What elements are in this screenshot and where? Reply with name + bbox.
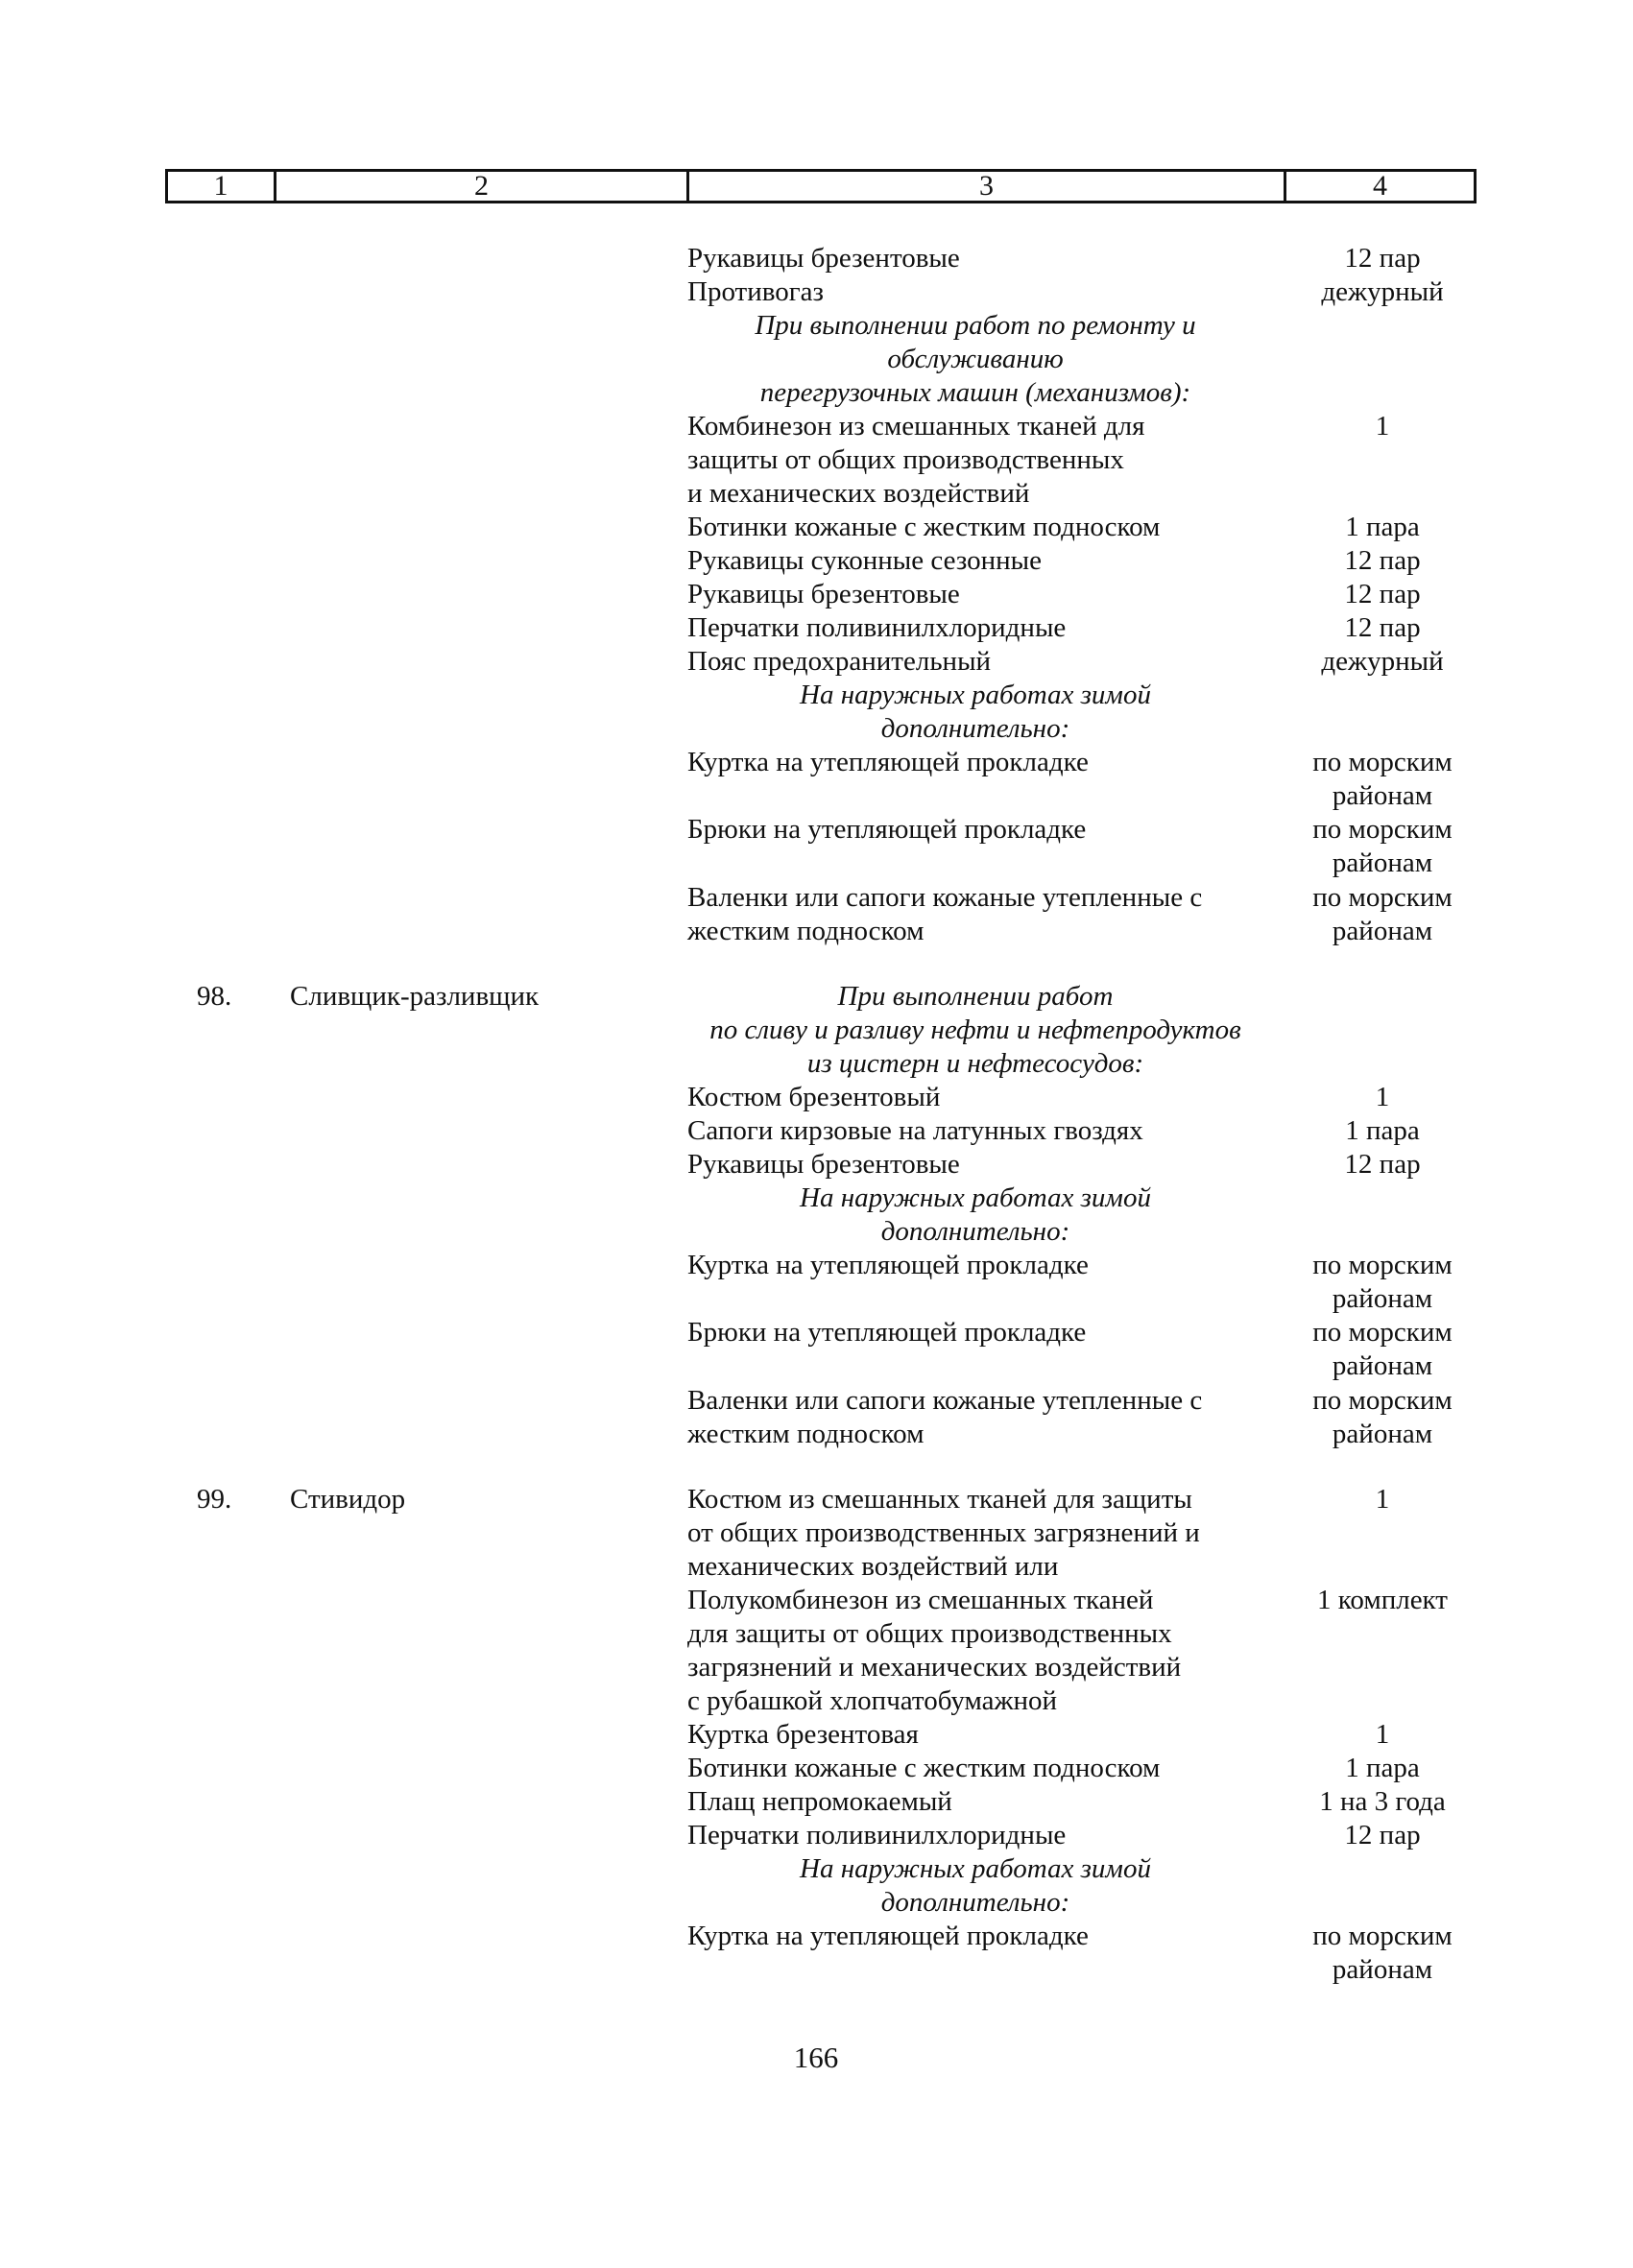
column-number-header bbox=[165, 169, 1477, 203]
ppe-norm: районам bbox=[1332, 1283, 1433, 1314]
ppe-norm: 1 комплект bbox=[1317, 1585, 1448, 1615]
ppe-item: Плащ непромокаемый bbox=[687, 1786, 952, 1817]
ppe-item: защиты от общих производственных bbox=[687, 444, 1124, 475]
ppe-norm: дежурный bbox=[1321, 646, 1444, 677]
ppe-condition: дополнительно: bbox=[880, 713, 1070, 744]
ppe-norm: 12 пар bbox=[1344, 1149, 1421, 1180]
ppe-item: загрязнений и механических воздействий bbox=[687, 1652, 1182, 1683]
ppe-item: Противогаз bbox=[687, 276, 824, 307]
ppe-condition: обслуживанию bbox=[887, 344, 1064, 374]
ppe-item: и механических воздействий bbox=[687, 478, 1030, 509]
ppe-item: Перчатки поливинилхлоридные bbox=[687, 1820, 1067, 1850]
ppe-norm: районам bbox=[1332, 1954, 1433, 1985]
profession-name: Сливщик-разливщик bbox=[290, 981, 540, 1012]
ppe-norm: по морским bbox=[1312, 747, 1453, 777]
ppe-norm: 1 bbox=[1375, 1082, 1390, 1112]
ppe-item: Рукавицы брезентовые bbox=[687, 579, 960, 609]
ppe-item: Костюм брезентовый bbox=[687, 1082, 941, 1112]
ppe-item: Валенки или сапоги кожаные утепленные с bbox=[687, 1385, 1203, 1416]
ppe-norm: 1 пара bbox=[1345, 512, 1420, 542]
ppe-item: для защиты от общих производственных bbox=[687, 1618, 1172, 1649]
header-col-1: 1 bbox=[213, 170, 228, 202]
ppe-item: Пояс предохранительный bbox=[687, 646, 992, 677]
ppe-norm: 1 bbox=[1375, 1719, 1390, 1750]
ppe-norm: 1 пара bbox=[1345, 1115, 1420, 1146]
ppe-norm: по морским bbox=[1312, 1385, 1453, 1416]
ppe-norm: районам bbox=[1332, 848, 1433, 878]
ppe-item: от общих производственных загрязнений и bbox=[687, 1517, 1200, 1548]
row-number: 99. bbox=[197, 1484, 232, 1515]
ppe-item: Куртка на утепляющей прокладке bbox=[687, 1921, 1089, 1951]
ppe-item: Куртка на утепляющей прокладке bbox=[687, 747, 1089, 777]
ppe-item: жестким подноском bbox=[687, 1419, 925, 1449]
ppe-item: Рукавицы брезентовые bbox=[687, 1149, 960, 1180]
ppe-norm: 12 пар bbox=[1344, 612, 1421, 643]
ppe-item: Костюм из смешанных тканей для защиты bbox=[687, 1484, 1192, 1515]
ppe-norm: 12 пар bbox=[1344, 579, 1421, 609]
ppe-norm: районам bbox=[1332, 916, 1433, 946]
ppe-norm: 1 bbox=[1375, 1484, 1390, 1515]
ppe-item: механических воздействий или bbox=[687, 1551, 1059, 1582]
ppe-condition: дополнительно: bbox=[880, 1887, 1070, 1918]
ppe-item: Брюки на утепляющей прокладке bbox=[687, 814, 1087, 845]
ppe-item: Полукомбинезон из смешанных тканей bbox=[687, 1585, 1154, 1615]
ppe-norm: районам bbox=[1332, 780, 1433, 811]
header-col-2: 2 bbox=[274, 172, 686, 201]
ppe-norm: районам bbox=[1332, 1350, 1433, 1381]
ppe-norm: по морским bbox=[1312, 1921, 1453, 1951]
ppe-norm: 1 на 3 года bbox=[1319, 1786, 1446, 1817]
ppe-norm: по морским bbox=[1312, 1250, 1453, 1280]
ppe-item: жестким подноском bbox=[687, 916, 925, 946]
ppe-norm: дежурный bbox=[1321, 276, 1444, 307]
ppe-item: Рукавицы суконные сезонные bbox=[687, 545, 1042, 576]
ppe-item: Ботинки кожаные с жестким подноском bbox=[687, 512, 1161, 542]
ppe-norm: по морским bbox=[1312, 814, 1453, 845]
ppe-norm: по морским bbox=[1312, 1317, 1453, 1348]
ppe-norm: 1 пара bbox=[1345, 1753, 1420, 1783]
ppe-condition: из цистерн и нефтесосудов: bbox=[806, 1048, 1144, 1079]
ppe-item: с рубашкой хлопчатобумажной bbox=[687, 1685, 1058, 1716]
profession-name: Стивидор bbox=[290, 1484, 406, 1515]
ppe-condition: На наружных работах зимой bbox=[800, 1182, 1151, 1213]
ppe-norm: 12 пар bbox=[1344, 1820, 1421, 1850]
ppe-condition: На наружных работах зимой bbox=[800, 680, 1151, 710]
page-number: 166 bbox=[793, 2041, 839, 2074]
row-number: 98. bbox=[197, 981, 232, 1012]
ppe-norm: по морским bbox=[1312, 882, 1453, 913]
ppe-item: Перчатки поливинилхлоридные bbox=[687, 612, 1067, 643]
ppe-condition: При выполнении работ bbox=[837, 981, 1114, 1012]
ppe-condition: На наружных работах зимой bbox=[800, 1853, 1151, 1884]
ppe-item: Брюки на утепляющей прокладке bbox=[687, 1317, 1087, 1348]
ppe-condition: При выполнении работ по ремонту и bbox=[755, 310, 1196, 341]
ppe-item: Сапоги кирзовые на латунных гвоздях bbox=[687, 1115, 1143, 1146]
ppe-norm: 12 пар bbox=[1344, 545, 1421, 576]
ppe-item: Валенки или сапоги кожаные утепленные с bbox=[687, 882, 1203, 913]
ppe-norm: 1 bbox=[1375, 411, 1390, 442]
ppe-condition: по сливу и разливу нефти и нефтепродуктов bbox=[709, 1015, 1241, 1045]
header-col-3: 3 bbox=[686, 172, 1284, 201]
ppe-item: Рукавицы брезентовые bbox=[687, 243, 960, 274]
ppe-item: Ботинки кожаные с жестким подноском bbox=[687, 1753, 1161, 1783]
ppe-norm: районам bbox=[1332, 1419, 1433, 1449]
ppe-item: Куртка брезентовая bbox=[687, 1719, 919, 1750]
ppe-norm: 12 пар bbox=[1344, 243, 1421, 274]
header-col-4: 4 bbox=[1284, 172, 1474, 201]
ppe-condition: дополнительно: bbox=[880, 1216, 1070, 1247]
ppe-item: Куртка на утепляющей прокладке bbox=[687, 1250, 1089, 1280]
ppe-condition: перегрузочных машин (механизмов): bbox=[759, 377, 1191, 408]
ppe-item: Комбинезон из смешанных тканей для bbox=[687, 411, 1145, 442]
